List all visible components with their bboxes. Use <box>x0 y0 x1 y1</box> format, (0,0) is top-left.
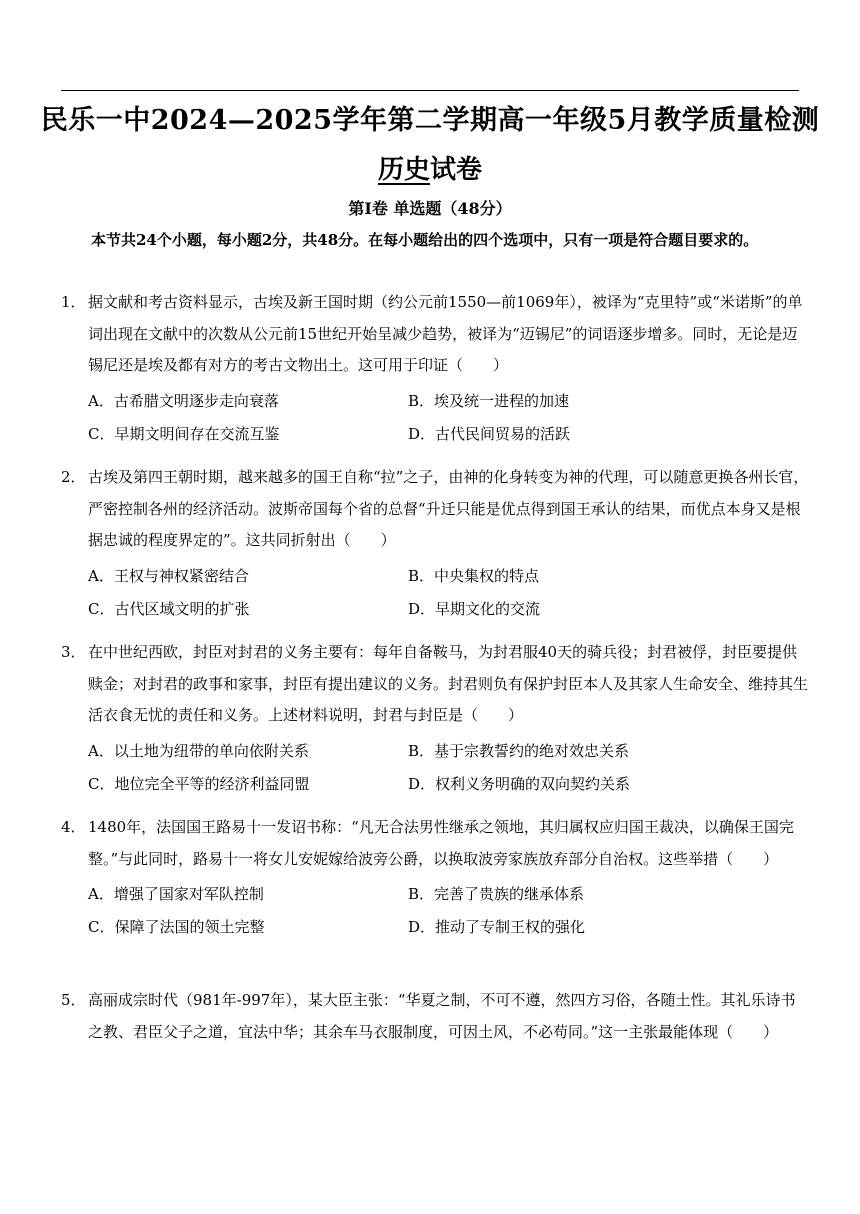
option-d: D．推动了专制王权的强化 <box>408 918 586 936</box>
option-a: A．以土地为纽带的单向依附关系 <box>88 741 309 760</box>
exam-title: 民乐一中2024—2025学年第二学期高一年级5月教学质量检测 <box>40 105 820 136</box>
option-d: D．古代民间贸易的活跃 <box>408 424 571 443</box>
section-instructions: 本节共24个小题，每小题2分，共48分。在每小题给出的四个选项中，只有一项是符合题目要求的。 <box>91 231 759 249</box>
option-c: C．古代区域文明的扩张 <box>88 599 250 618</box>
option-a: A．王权与神权紧密结合 <box>88 566 249 585</box>
option-b: B．中央集权的特点 <box>408 566 540 585</box>
question-5 <box>61 985 809 1048</box>
option-a: A．古希腊文明逐步走向衰落 <box>88 391 279 410</box>
option-a: A．增强了国家对军队控制 <box>88 885 264 903</box>
question-text: 高丽成宗时代（981年-997年），某大臣主张：“华夏之制，不可不遵，然四方习俗，各随土性。其礼乐诗书之教、君臣父子之道，宜法中华；其余车马衣服制度，可因土风，不必苟同。”这一主张最能体现（ ） <box>88 991 796 1041</box>
option-c: C．早期文明间存在交流互鉴 <box>88 424 280 443</box>
question-number: 1． <box>61 293 86 311</box>
option-b: B．埃及统一进程的加速 <box>408 391 570 410</box>
question-text: 1480年，法国国王路易十一发诏书称：“凡无合法男性继承之领地，其归属权应归国王裁决，以确保王国完整。”与此同时，路易十一将女儿安妮嫁给波旁公爵，以换取波旁家族放弃部分自治权。这些举措（ ） <box>88 818 794 868</box>
option-b: B．完善了贵族的继承体系 <box>408 885 585 903</box>
question-4 <box>61 812 809 944</box>
subtitle-suffix: 试卷 <box>430 155 483 185</box>
question-number: 5． <box>61 991 86 1009</box>
question-2 <box>61 462 809 626</box>
option-d: D．权利义务明确的双向契约关系 <box>408 774 631 793</box>
subject-name: 历史 <box>377 155 430 185</box>
question-text: 古埃及第四王朝时期，越来越多的国王自称“拉”之子，由神的化身转变为神的代理，可以随意更换各州长官，严密控制各州的经济活动。波斯帝国每个省的总督“升迁只能是优点得到国王承认的结果，而优点本身又是根据忠诚的程度界定的”。这共同折射出（ ） <box>88 468 809 549</box>
question-text: 在中世纪西欧，封臣对封君的义务主要有：每年自备鞍马，为封君服40天的骑兵役；封君被俘，封臣要提供赎金；对封君的政事和家事，封臣有提出建议的义务。封君则负有保护封臣本人及其家人生命安全、维持其生活衣食无忧的责任和义务。上述材料说明，封君与封臣是（ ） <box>88 643 809 724</box>
option-d: D．早期文化的交流 <box>408 599 541 618</box>
header-rule <box>61 90 799 91</box>
option-b: B．基于宗教誓约的绝对效忠关系 <box>408 741 630 760</box>
question-3 <box>61 637 809 801</box>
option-c: C．保障了法国的领土完整 <box>88 918 265 936</box>
section-heading: 第Ⅰ卷 单选题（48分） <box>348 199 512 218</box>
question-number: 2． <box>61 468 86 486</box>
question-number: 4． <box>61 818 86 836</box>
question-number: 3． <box>61 643 86 661</box>
exam-subtitle <box>0 150 860 190</box>
question-1 <box>61 287 809 451</box>
question-text: 据文献和考古资料显示，古埃及新王国时期（约公元前1550—前1069年），被译为“克里特”或“米诺斯”的单词出现在文献中的次数从公元前15世纪开始呈减少趋势，被译为“迈锡尼”的词语逐步增多。同时，无论是迈锡尼还是埃及都有对方的考古文物出土。这可用于印证（ ） <box>88 293 803 374</box>
option-c: C．地位完全平等的经济利益同盟 <box>88 774 310 793</box>
